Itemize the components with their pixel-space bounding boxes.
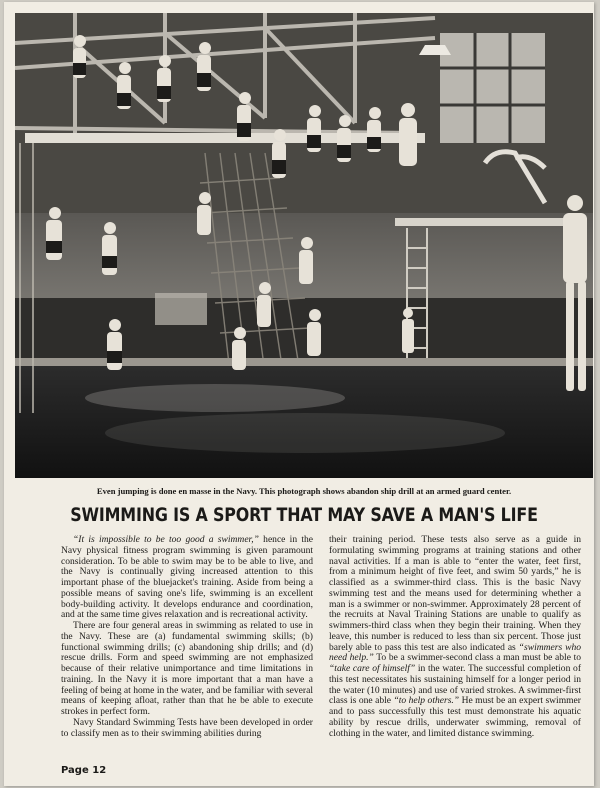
article-column-left (61, 535, 313, 739)
paragraph: There are four general areas in swimming as related to use in the Navy. These are (a) fundamental swimming skills; (b) functional swimming drills; (c) abandoning ship drills; and (d) rescue drills. Form and speed swimming are not emphasized because of their relative unimportance and time limitations in training. In the Navy it is more important that a man have a feeling of being at home in the water, and be familiar with several means of keeping afloat, rather than that he be able to execute strokes in perfect form. (61, 620, 313, 717)
article-body (61, 535, 582, 739)
paragraph (329, 535, 581, 739)
abandon-ship-drill-photo (15, 13, 593, 478)
opening-quote: “It is impossible to be too good a swimmer,” (73, 534, 259, 545)
magazine-page (4, 2, 594, 786)
italic-phrase: “take care of himself” (329, 663, 416, 674)
article-column-right (329, 535, 581, 739)
paragraph: Navy Standard Swimming Tests have been developed in order to classify men as to their swimming abilities during (61, 716, 313, 739)
italic-phrase: “swimmers who need help.” (329, 641, 581, 664)
paragraph-text: their training period. These tests also serve as a guide in formulating swimming programs at training stations and other naval activities. If a man is able to “enter the water, feet first, from a minimum height of five feet, and swim 50 yards,” he is classified as a swimmer-third class. This is the basic Navy swimming test and the means used for determining whether a man is a swimmer or non-swimmer. Approximately 28 percent of the recruits at Naval Training Stations are unable to qualify as swimmers-third class when they begin their training. When they leave, this number is reduced to less than six percent. Those just barely able to pass this test are also indicated as (329, 534, 581, 653)
paragraph-text: To be a swimmer-second class a man must be able to (373, 652, 581, 664)
page-number: Page 12 (61, 765, 107, 776)
paragraph (61, 535, 313, 621)
photo-caption: Even jumping is done en masse in the Navy. This photograph shows abandon ship drill at an armed guard center. (96, 486, 512, 496)
paragraph-text: in the water. The successful completion of this test necessitates his sustaining himself for a longer period in the water (10 minutes) and use of varied strokes. A swimmer-first class is one able (329, 663, 581, 707)
article-headline: SWIMMING IS A SPORT THAT MAY SAVE A MAN'S LIFE (70, 505, 538, 526)
italic-phrase: “to help others.” (393, 695, 460, 707)
paragraph-text: He must be an expert swimmer and to pass successfully this test must demonstrate his aquatic ability by rescue drills, underwater swimming, removal of clothing in the water, and limited distance swimming. (329, 695, 581, 739)
paragraph-text: hence in the Navy physical fitness program swimming is given paramount consideration. To be able to swim may be to be able to live, and the Navy is continually giving increased attention to this important phase of the bluejacket's training. Aside from being a possible means of saving one's life, swimming is an excellent body-building activity. It develops endurance and coordination, and at the same time gives relaxation and is recreational activity. (61, 534, 313, 621)
